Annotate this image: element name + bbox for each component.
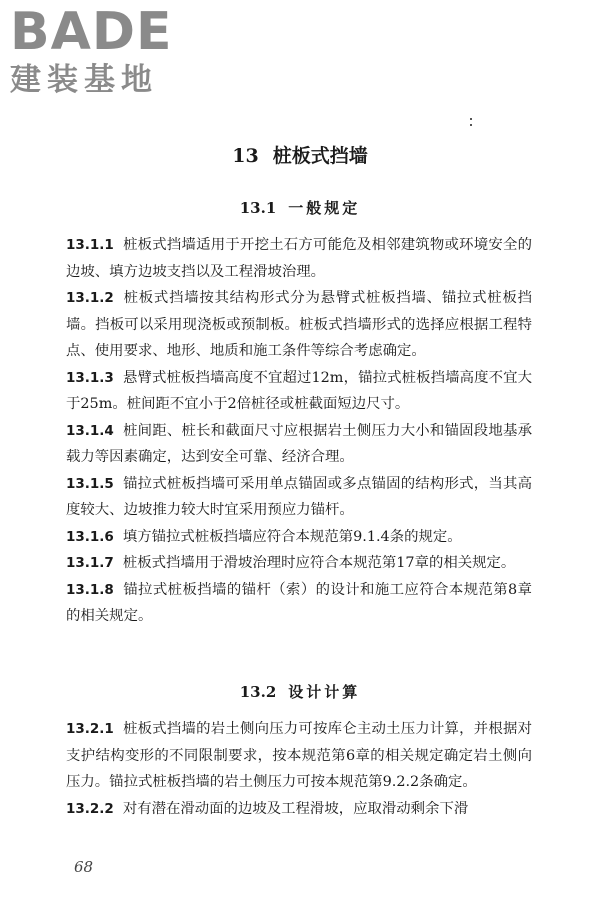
clause-text: 桩板式挡墙的岩土侧向压力可按库仑主动土压力计算，并根据对支护结构变形的不同限制要求，按本规范第6章的相关规定确定岩土侧向压力。锚拉式桩板挡墙的岩土侧压力可按本规范第9.2.2条确定。 bbox=[66, 721, 532, 790]
clause bbox=[66, 365, 532, 418]
clause-text: 桩板式挡墙用于滑坡治理时应符合本规范第17章的相关规定。 bbox=[122, 555, 516, 571]
clause-number: 13.1.6 bbox=[66, 528, 114, 545]
clause-text: 锚拉式桩板挡墙的锚杆（索）的设计和施工应符合本规范第8章的相关规定。 bbox=[66, 581, 532, 624]
clause bbox=[66, 796, 532, 823]
clause-text: 锚拉式桩板挡墙可采用单点锚固或多点锚固的结构形式，当其高度较大、边坡推力较大时宜采用预应力锚杆。 bbox=[66, 475, 532, 518]
section-name: 设计计算 bbox=[288, 683, 361, 701]
clause-text: 桩板式挡墙适用于开挖土石方可能危及相邻建筑物或环境安全的边坡、填方边坡支挡以及工程滑坡治理。 bbox=[66, 237, 532, 280]
clause-text: 桩板式挡墙按其结构形式分为悬臂式桩板挡墙、锚拉式桩板挡墙。挡板可以采用现浇板或预制板。桩板式挡墙形式的选择应根据工程特点、使用要求、地形、地质和施工条件等综合考虑确定。 bbox=[66, 290, 532, 359]
clause-text: 对有潜在滑动面的边坡及工程滑坡，应取滑动剩余下滑 bbox=[122, 800, 469, 817]
chapter-title bbox=[0, 143, 600, 169]
clause bbox=[66, 232, 532, 285]
section-name: 一般规定 bbox=[288, 199, 361, 217]
clause bbox=[66, 524, 532, 551]
clause bbox=[66, 285, 532, 365]
clause bbox=[66, 471, 532, 524]
clause bbox=[66, 550, 532, 577]
section-number: 13.1 bbox=[239, 199, 277, 217]
logo-chinese-text: 建装基地 bbox=[10, 62, 158, 98]
clause-number: 13.1.5 bbox=[66, 475, 114, 492]
logo-wordmark: BADE bbox=[10, 2, 173, 62]
section-title bbox=[0, 682, 600, 702]
section-body bbox=[66, 232, 532, 630]
clause-number: 13.2.2 bbox=[66, 800, 114, 817]
clause-number: 13.1.2 bbox=[66, 290, 114, 306]
clause-number: 13.1.4 bbox=[66, 422, 114, 439]
clause-number: 13.2.1 bbox=[66, 721, 114, 737]
clause bbox=[66, 418, 532, 471]
page-number: 68 bbox=[74, 858, 94, 876]
clause-text: 桩间距、桩长和截面尺寸应根据岩土侧压力大小和锚固段地基承载力等因素确定，达到安全可靠、经济合理。 bbox=[66, 422, 532, 465]
clause-number: 13.1.1 bbox=[66, 237, 114, 253]
section-title bbox=[0, 198, 600, 218]
scan-dots bbox=[470, 118, 474, 132]
section-number: 13.2 bbox=[239, 683, 277, 701]
clause bbox=[66, 577, 532, 630]
logo bbox=[10, 4, 200, 104]
clause-number: 13.1.8 bbox=[66, 581, 114, 598]
clause-text: 填方锚拉式桩板挡墙应符合本规范第9.1.4条的规定。 bbox=[122, 528, 462, 545]
clause-number: 13.1.7 bbox=[66, 555, 114, 571]
clause bbox=[66, 716, 532, 796]
clause-text: 悬臂式桩板挡墙高度不宜超过12m，锚拉式桩板挡墙高度不宜大于25m。桩间距不宜小于2倍桩径或桩截面短边尺寸。 bbox=[66, 369, 532, 412]
chapter-name: 桩板式挡墙 bbox=[272, 145, 368, 167]
chapter-number: 13 bbox=[232, 145, 259, 167]
clause-number: 13.1.3 bbox=[66, 369, 114, 386]
section-body bbox=[66, 716, 532, 822]
